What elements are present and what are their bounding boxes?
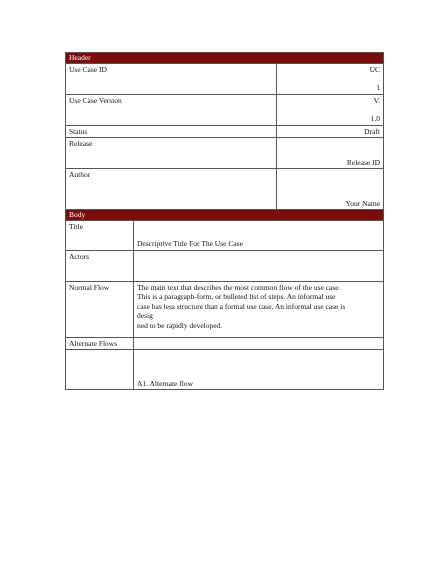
use-case-id-row xyxy=(66,63,384,94)
normal-flow-label: Normal Flow xyxy=(66,281,134,337)
actors-cell[interactable] xyxy=(134,250,384,281)
use-case-version-cell[interactable] xyxy=(277,94,384,125)
normal-flow-line: The main text that describes the most common flow of the use case. xyxy=(137,282,341,292)
release-label: Release xyxy=(66,138,277,169)
alternate-flow-row xyxy=(66,350,384,390)
actors-label: Actors xyxy=(66,250,134,281)
alternate-flows-label: Alternate Flows xyxy=(66,337,134,350)
status-value[interactable]: Draft xyxy=(277,125,384,138)
title-label: Title xyxy=(66,220,134,250)
actors-row xyxy=(66,250,384,281)
normal-flow-line: case has less structure than a formal use case. An informal use case is xyxy=(137,301,346,311)
use-case-table xyxy=(65,52,384,210)
release-row xyxy=(66,138,384,169)
normal-flow-line: desig xyxy=(137,311,153,320)
status-row xyxy=(66,125,384,138)
normal-flow-cell[interactable] xyxy=(134,281,384,337)
use-case-version-prefix: V. xyxy=(373,95,380,105)
author-row xyxy=(66,169,384,210)
body-table xyxy=(65,209,384,390)
author-label: Author xyxy=(66,169,277,210)
normal-flow-line: This is a paragraph-form, or bulleted list of steps. An informal use xyxy=(137,292,336,301)
use-case-id-prefix: UC xyxy=(369,64,380,74)
header-section-label: Header xyxy=(66,53,384,64)
body-section-label: Body xyxy=(66,210,384,221)
use-case-id-cell[interactable] xyxy=(277,63,384,94)
author-value: Your Name xyxy=(345,198,380,208)
release-cell[interactable] xyxy=(277,138,384,169)
alternate-flows-header-cell xyxy=(134,337,384,350)
title-value: Descriptive Title For The Use Case xyxy=(137,239,243,248)
use-case-version-row xyxy=(66,94,384,125)
normal-flow-row xyxy=(66,281,384,337)
status-label: Status xyxy=(66,125,277,138)
alternate-flow-value: A1. Alternate flow xyxy=(137,378,194,388)
release-value: Release ID xyxy=(346,157,380,167)
title-cell[interactable] xyxy=(134,220,384,250)
title-row xyxy=(66,220,384,250)
author-cell[interactable] xyxy=(277,169,384,210)
body-section-bar xyxy=(66,210,384,221)
use-case-version-value: 1.0 xyxy=(370,114,380,123)
use-case-version-label: Use Case Version xyxy=(66,94,277,125)
header-section-bar xyxy=(66,53,384,64)
alternate-flows-header-row xyxy=(66,337,384,350)
use-case-document xyxy=(65,52,383,390)
use-case-id-value: 1 xyxy=(376,83,380,92)
alternate-flow-cell[interactable] xyxy=(134,350,384,390)
alternate-flow-empty-cell xyxy=(66,350,134,390)
use-case-id-label: Use Case ID xyxy=(66,63,277,94)
normal-flow-line: ned to be rapidly developed. xyxy=(137,320,223,330)
